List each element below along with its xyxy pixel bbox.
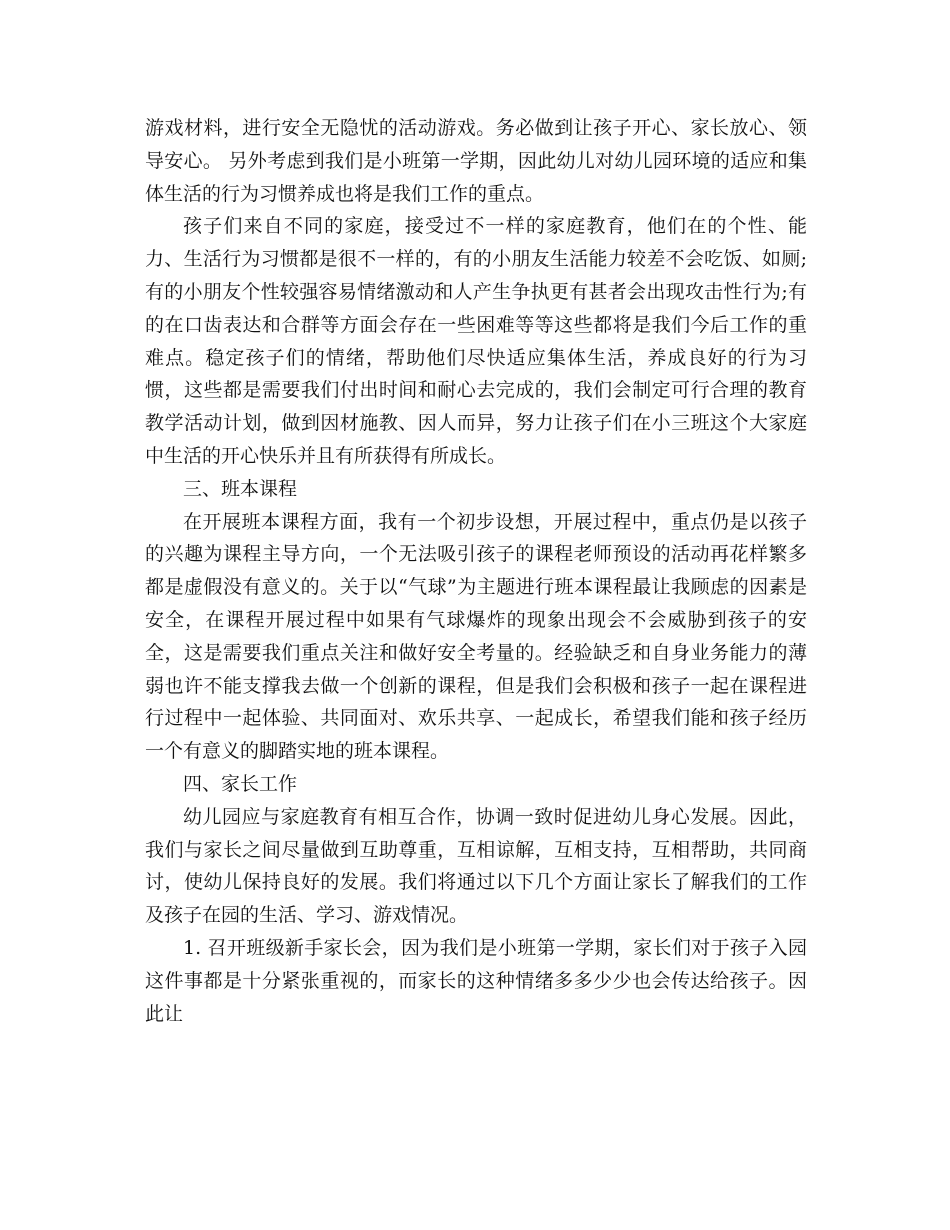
paragraph-class-curriculum: 在开展班本课程方面，我有一个初步设想，开展过程中，重点仍是以孩子的兴趣为课程主导方向，一个无法吸引孩子的课程老师预设的活动再花样繁多都是虚假没有意义的。关于以“气球”为主题进行班本课程最让我顾虑的因素是安全，在课程开展过程中如果有气球爆炸的现象出现会不会威胁到孩子的安全，这是需要我们重点关注和做好安全考量的。经验缺乏和自身业务能力的薄弱也许不能支撑我去做一个创新的课程，但是我们会积极和孩子一起在课程进行过程中一起体验、共同面对、欢乐共享、一起成长，希望我们能和孩子经历一个有意义的脚踏实地的班本课程。 [145, 510, 807, 763]
section-heading-parent-work: 四、家长工作 [183, 772, 298, 795]
paragraph-parent-work: 幼儿园应与家庭教育有相互合作，协调一致时促进幼儿身心发展。因此，我们与家长之间尽量做到互助尊重，互相谅解，互相支持，互相帮助，共同商讨，使幼儿保持良好的发展。我们将通过以下几个方面让家长了解我们的工作及孩子在园的生活、学习、游戏情况。 [145, 805, 807, 927]
section-heading-class-curriculum: 三、班本课程 [183, 477, 298, 500]
paragraph-parent-meeting: 1. 召开班级新手家长会，因为我们是小班第一学期，家长们对于孩子入园这件事都是十分紧张重视的，而家长的这种情绪多多少少也会传达给孩子。因此让 [145, 936, 807, 1025]
paragraph-children-backgrounds: 孩子们来自不同的家庭，接受过不一样的家庭教育，他们在的个性、能力、生活行为习惯都是很不一样的，有的小朋友生活能力较差不会吃饭、如厕;有的小朋友个性较强容易情绪激动和人产生争执更有甚者会出现攻击性行为;有的在口齿表达和合群等方面会存在一些困难等等这些都将是我们今后工作的重难点。稳定孩子们的情绪，帮助他们尽快适应集体生活，养成良好的行为习惯，这些都是需要我们付出时间和耐心去完成的，我们会制定可行合理的教育教学活动计划，做到因材施教、因人而异，努力让孩子们在小三班这个大家庭中生活的开心快乐并且有所获得有所成长。 [145, 215, 807, 467]
document-body [145, 112, 807, 1030]
paragraph-continuation: 游戏材料，进行安全无隐忧的活动游戏。务必做到让孩子开心、家长放心、领导安心。 另外考虑到我们是小班第一学期，因此幼儿对幼儿园环境的适应和集体生活的行为习惯养成也将是我们工作的重点。 [145, 117, 807, 205]
